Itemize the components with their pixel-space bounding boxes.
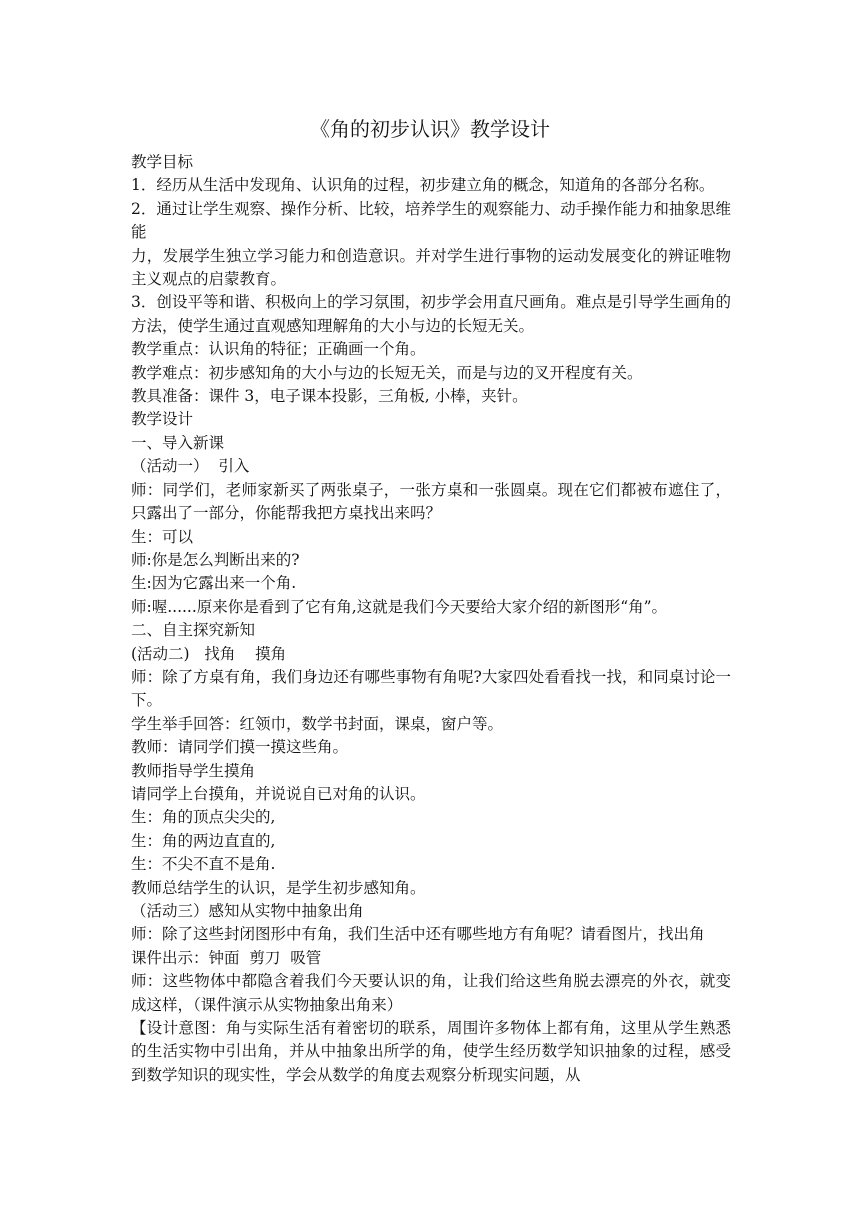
key-point: 教学重点：认识角的特征；正确画一个角。 xyxy=(131,340,426,359)
heading-design: 教学设计 xyxy=(131,410,194,429)
dialogue-line: 师：同学们，老师家新买了两张桌子，一张方桌和一张圆桌。现在它们都被布遮住了，只露出了一部分，你能帮我把方桌找出来吗？ xyxy=(131,480,731,523)
document-title: 《角的初步认识》教学设计 xyxy=(310,117,550,141)
activity-3-heading: （活动三）感知从实物中抽象出角 xyxy=(131,902,364,920)
dialogue-line: 生：角的两边直直的, xyxy=(131,831,276,850)
dialogue-line: 请同学上台摸角，并说说自已对角的认识。 xyxy=(131,784,426,803)
dialogue-line: 教师：请同学们摸一摸这些角。 xyxy=(131,738,349,757)
activity-1-heading: （活动一） 引入 xyxy=(131,457,250,476)
dialogue-line: 师:喔......原来你是看到了它有角,这就是我们今天要给大家介绍的新图形“角”。 xyxy=(131,597,668,616)
dialogue-line: 师：除了这些封闭图形中有角，我们生活中还有哪些地方有角呢？请看图片，找出角 xyxy=(131,925,705,944)
objective-3: 3．创设平等和谐、积极向上的学习氛围，初步学会用直尺画角。难点是引导学生画角的方法，使学生通过直观感知理解角的大小与边的长短无关。 xyxy=(131,293,731,335)
dialogue-line: 师:你是怎么判断出来的? xyxy=(131,550,300,569)
section-1-heading: 一、导入新课 xyxy=(131,433,225,452)
document-body xyxy=(131,151,731,1087)
dialogue-line: 教师总结学生的认识，是学生初步感知角。 xyxy=(131,878,426,897)
dialogue-line: 生:因为它露出来一个角. xyxy=(131,574,297,593)
dialogue-line: 课件出示：钟面 剪刀 吸管 xyxy=(131,948,322,967)
dialogue-line: 生：可以 xyxy=(131,527,194,546)
dialogue-line: 师：除了方桌有角，我们身边还有哪些事物有角呢?大家四处看看找一找，和同桌讨论一下。 xyxy=(131,667,731,710)
dialogue-line: 生：不尖不直不是角. xyxy=(131,855,276,874)
design-intent: 【设计意图：角与实际生活有着密切的联系，周围许多物体上都有角，这里从学生熟悉的生活实物中引出角，并从中抽象出所学的角，使学生经历数学知识抽象的过程，感受到数学知识的现实性，学会从数学的角度去观察分析现实问题，从 xyxy=(131,1019,731,1084)
heading-objectives: 教学目标 xyxy=(131,153,194,171)
objective-2: 2．通过让学生观察、操作分析、比较，培养学生的观察能力、动手操作能力和抽象思维能 xyxy=(131,199,731,242)
difficult-point: 教学难点：初步感知角的大小与边的长短无关，而是与边的叉开程度有关。 xyxy=(131,363,643,382)
dialogue-line: 教师指导学生摸角 xyxy=(131,761,256,780)
objective-1: 1．经历从生活中发现角、认识角的过程，初步建立角的概念，知道角的各部分名称。 xyxy=(131,176,715,195)
activity-2-heading: (活动二) 找角 摸角 xyxy=(131,644,287,663)
objective-2-continued: 力，发展学生独立学习能力和创造意识。并对学生进行事物的运动发展变化的辨证唯物主义观点的启蒙教育。 xyxy=(131,246,731,289)
dialogue-line: 学生举手回答：红领巾，数学书封面，课桌，窗户等。 xyxy=(131,714,504,733)
section-2-heading: 二、自主探究新知 xyxy=(131,621,256,640)
materials: 教具准备：课件 3，电子课本投影，三角板, 小棒，夹针。 xyxy=(131,387,528,406)
dialogue-line: 生：角的顶点尖尖的, xyxy=(131,808,276,827)
dialogue-line: 师：这些物体中都隐含着我们今天要认识的角，让我们给这些角脱去漂亮的外衣，就变成这样，（课件演示从实物抽象出角来） xyxy=(131,972,731,1014)
